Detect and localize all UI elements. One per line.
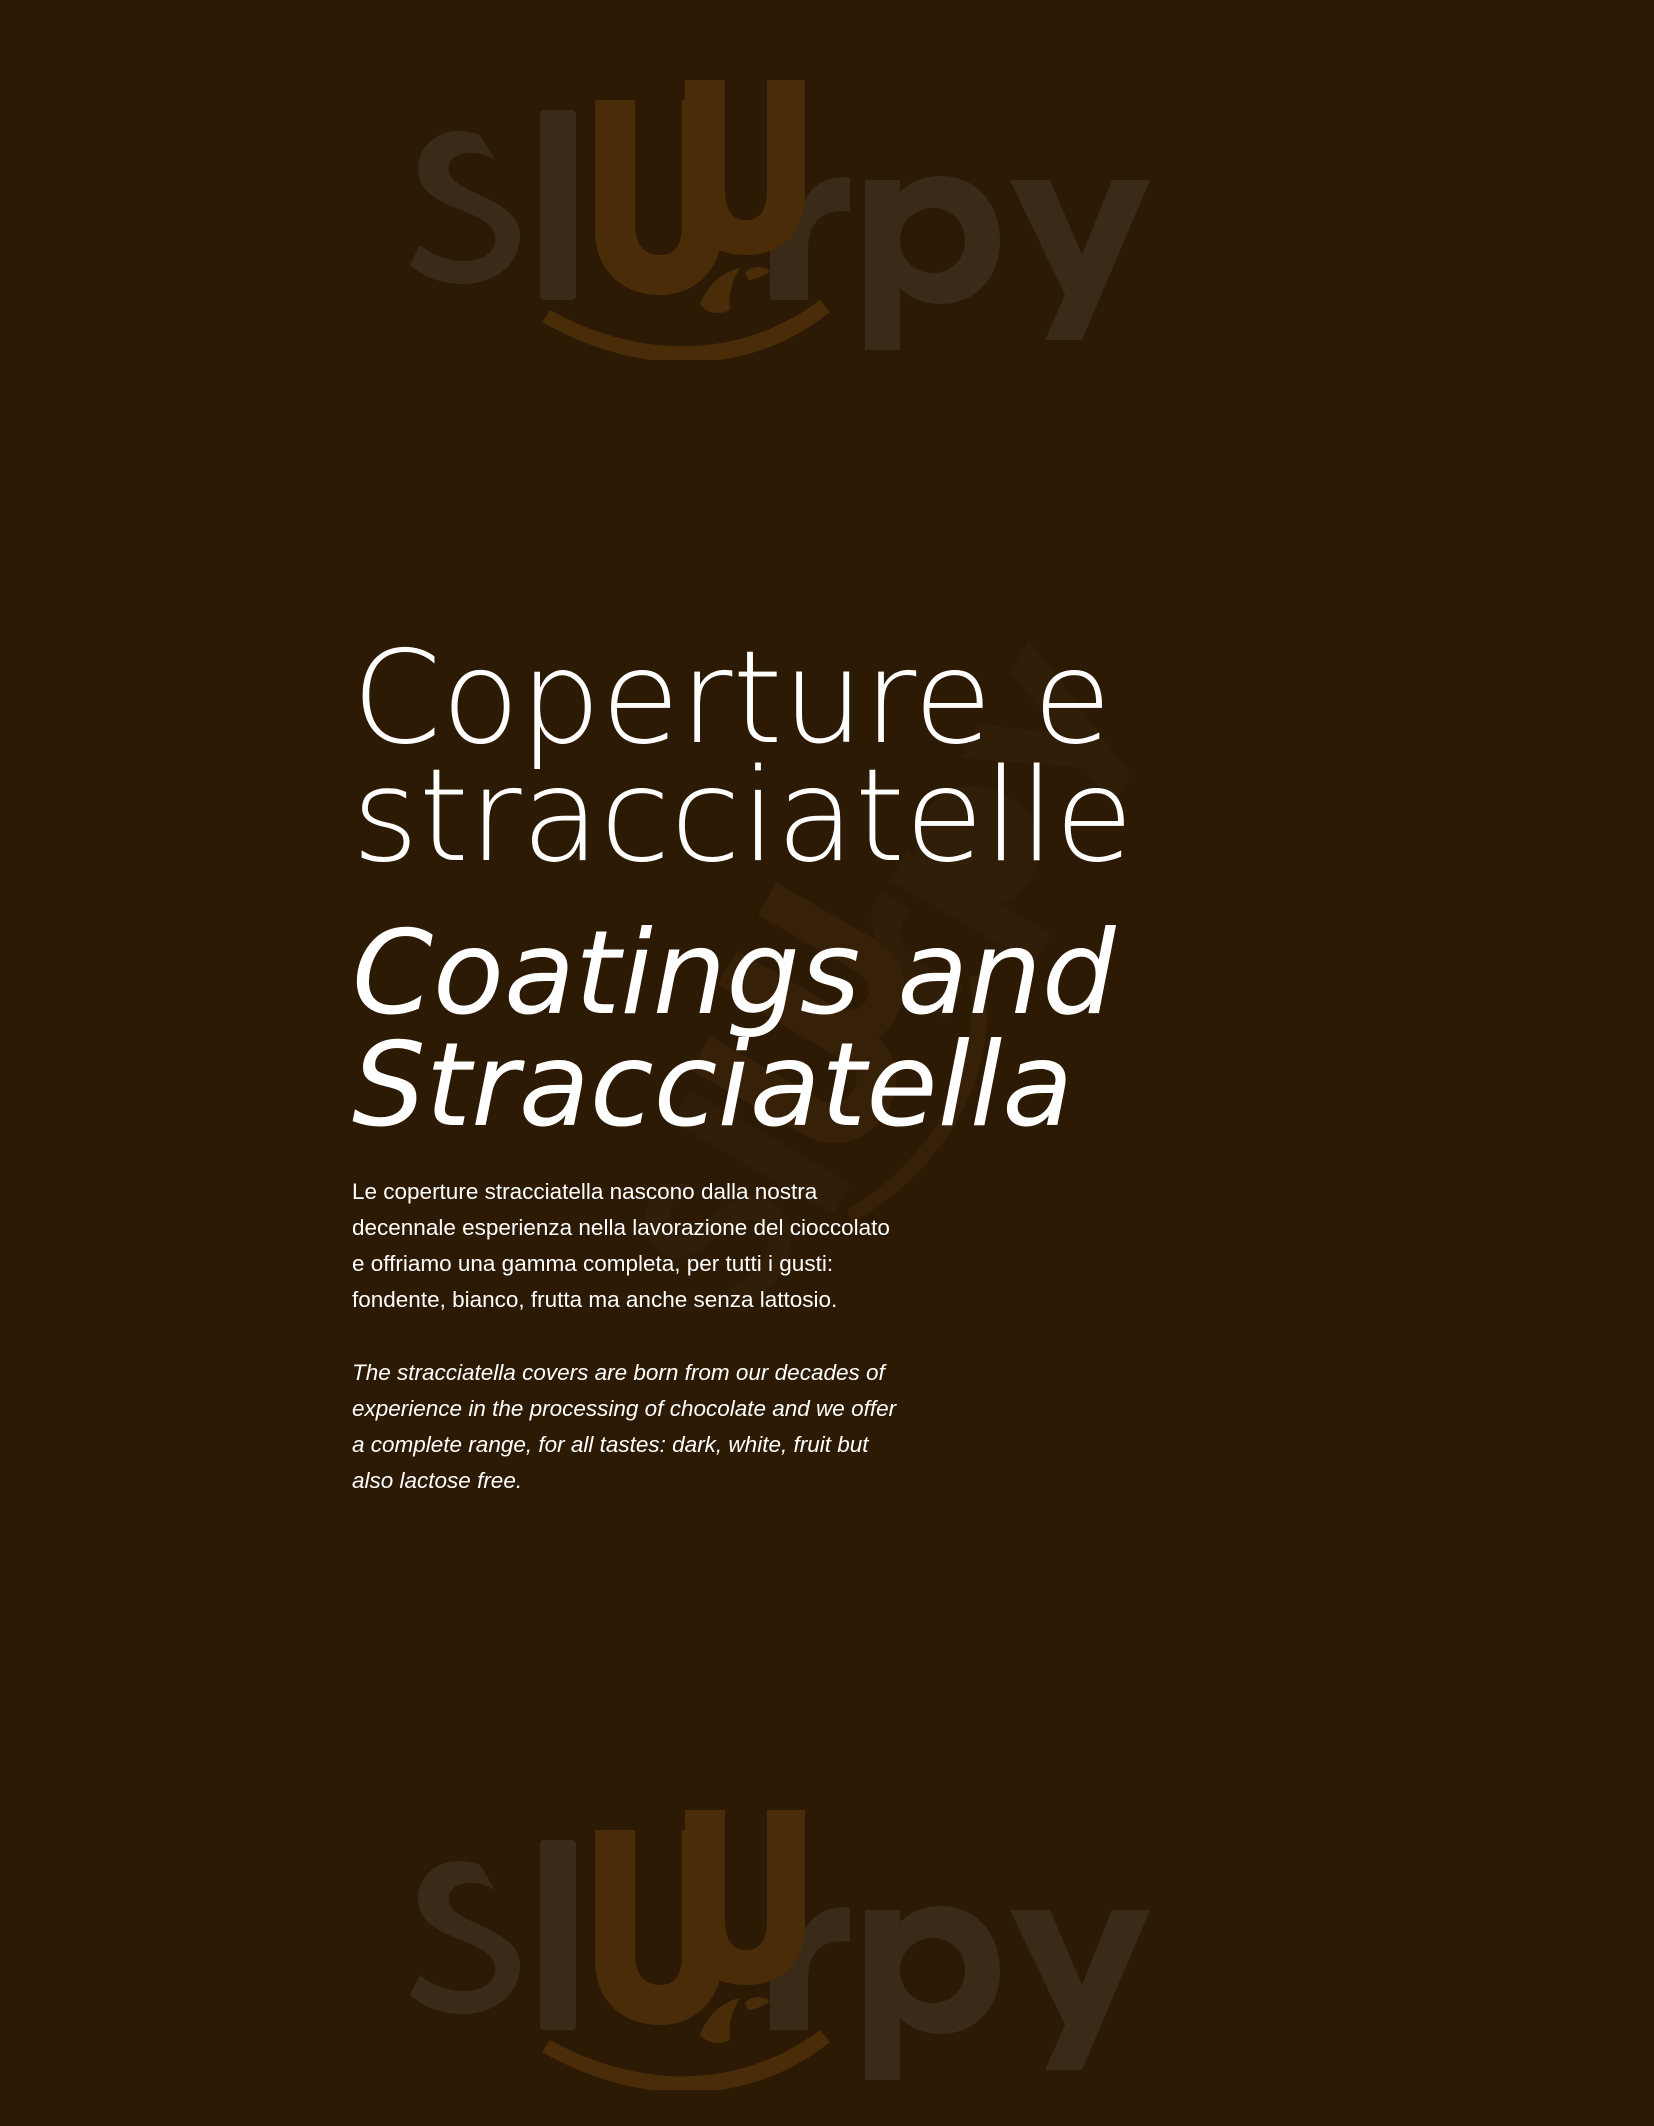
description-italian-line: fondente, bianco, frutta ma anche senza lattosio. (352, 1287, 838, 1312)
description-italian-line: e offriamo una gamma completa, per tutti i gusti: (352, 1251, 834, 1276)
sluurpy-logo-icon (410, 40, 1250, 360)
heading-english (352, 906, 1452, 1153)
description-english-line: experience in the processing of chocolate and we offer (352, 1396, 897, 1421)
description-italian-line: decennale esperienza nella lavorazione del cioccolato (352, 1215, 890, 1240)
sluurpy-watermark-bottom (410, 1770, 1250, 2090)
description-english-line: The stracciatella covers are born from our decades of (352, 1360, 885, 1385)
description-english-line: a complete range, for all tastes: dark, white, fruit but (352, 1432, 869, 1457)
sluurpy-logo-icon (410, 1770, 1250, 2090)
heading-italian-line-1: Coperture e (352, 624, 1112, 773)
description-italian (352, 1174, 992, 1318)
description-italian-line: Le coperture stracciatella nascono dalla nostra (352, 1179, 818, 1204)
heading-italian-line-2: stracciatelle (352, 742, 1134, 891)
heading-english-line-2: Stracciatella (352, 1018, 1074, 1153)
description-english-line: also lactose free. (352, 1468, 523, 1493)
heading-italian (352, 624, 1452, 891)
sluurpy-watermark-top (410, 40, 1250, 360)
section-heading (352, 624, 1452, 1153)
description-english (352, 1355, 992, 1499)
heading-english-line-1: Coatings and (352, 906, 1116, 1041)
